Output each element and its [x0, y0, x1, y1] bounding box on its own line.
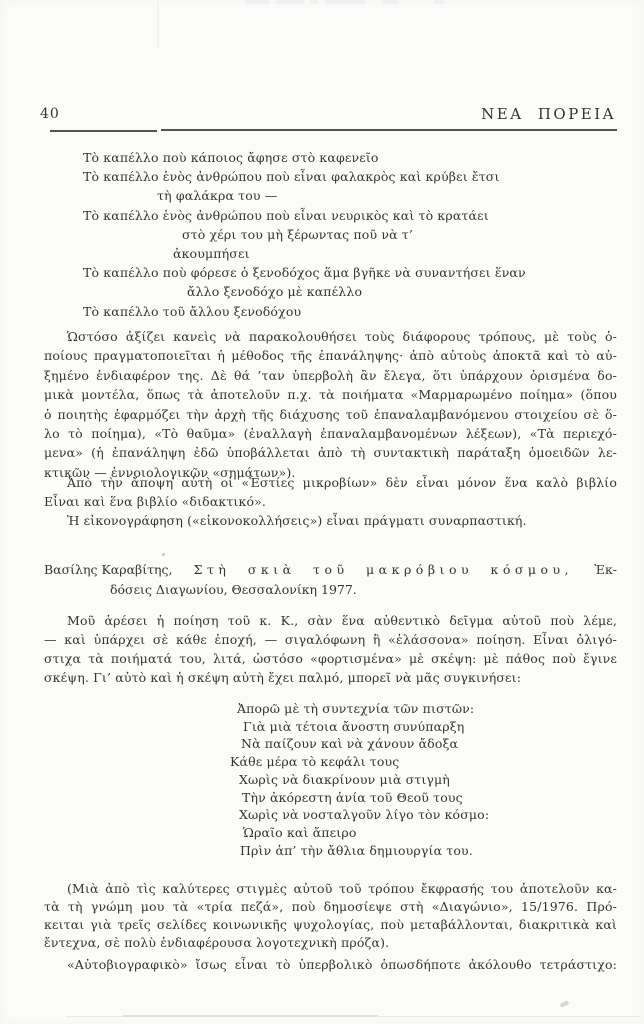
prose-line: μενα» (ἡ ἐπανάληψη ἐδῶ ὑποβάλλεται ἀπὸ τὴ συντακτικὴ παράταξη ὁμοειδῶν λε-	[44, 445, 617, 461]
poem-line: Ὡραῖο καὶ ἄπειρο	[243, 824, 357, 840]
review1-paragraph-1	[44, 327, 617, 482]
prose-line: Μοῦ ἀρέσει ἡ ποίηση τοῦ κ. Κ., σὰν ἕνα αὐθεντικὸ δεῖγμα αὐτοῦ ποὺ λέμε,	[67, 613, 617, 628]
poem-quote-believers	[44, 700, 617, 859]
scan-artifact	[434, 0, 444, 4]
prose-line: κειται γιὰ τρεῖς σελίδες κοινωνικῆς ψυχολογίας, ποὺ μεταβάλλονται, διακριτικὰ καὶ	[44, 917, 617, 932]
prose-line: (Μιὰ ἀπὸ τὶς καλύτερες στιγμὲς αὐτοῦ τοῦ τρόπου ἔκφρασής του ἀποτελοῦν κα-	[67, 881, 617, 896]
journal-title: ΝΕΑ ΠΟΡΕΙΑ	[481, 105, 616, 123]
review2-paragraph-3	[44, 956, 617, 974]
prose-line: ξημένο ἐνδιαφέρον της. Δὲ θά ’ταν ὑπερβολὴ ἂν ἔλεγα, ὅτι ὑπάρχουν ὁρισμένα δο-	[44, 367, 617, 383]
poem-line: Χωρὶς νὰ νοσταλγοῦν λίγο τὸν κόσμο:	[239, 807, 490, 823]
review2-paragraph-2	[44, 880, 617, 952]
prose-line: κτικῶν — ἐννοιολογικῶν «σημάτων»).	[44, 464, 296, 480]
poem-line: Τὸ καπέλλο τοῦ ἄλλου ξενοδόχου	[83, 303, 302, 319]
book-author: Βασίλης Καραβίτης,	[44, 562, 173, 577]
scan-artifact	[276, 0, 304, 4]
review2-paragraph-1	[44, 611, 617, 687]
poem-line: Χωρὶς νὰ διακρίνουν μιὰ στιγμὴ	[239, 771, 450, 787]
poem-line: Γιὰ μιὰ τέτοια ἄνοστη συνύπαρξη	[243, 718, 465, 734]
prose-line: ὁ ποιητὴς ἐφαρμόζει τὴν ἀρχὴ τῆς διάχυσης τοῦ ἐπαναλαμβανόμενου στοιχείου σὲ ὅ-	[44, 406, 617, 422]
poem-line: Ἀπορῶ μὲ τὴ συντεχνία τῶν πιστῶν:	[237, 701, 475, 716]
review1-paragraph-2	[44, 473, 617, 512]
prose-line: «Αὐτοβιογραφικὸ» ἴσως εἶναι τὸ ὑπερβολικὸ ὁπωσδήποτε ἀκόλουθο τετράστιχο:	[67, 957, 617, 972]
poem-line: ἀκουμπήσει	[173, 246, 250, 262]
scan-artifact	[123, 1015, 378, 1017]
prose-line: μικὰ μοντέλα, ὅπως τὰ ἀποτελοῦν π.χ. τὰ ποιήματα «Μαρμαρωμένο ποίημα» (ὅπου	[44, 387, 617, 403]
scan-artifact	[162, 553, 165, 556]
prose-line: τὰ τὴ γνώμη μου τὰ «τρία πεζά», ποὺ δημοσίεψε στὴ «Διαγώνιο», 15/1976. Πρό-	[44, 899, 617, 914]
review2-heading	[44, 560, 617, 599]
scan-artifact	[325, 0, 365, 4]
poem-line: ἄλλο ξενοδόχο μὲ καπέλλο	[187, 284, 363, 300]
prose-line: Εἶναι καὶ ἕνα βιβλίο «διδακτικό».	[44, 494, 267, 510]
poem-line: Νὰ παίζουν καὶ νὰ χάνουν ἄδοξα	[241, 736, 459, 752]
poem-line: Τὸ καπέλλο ἑνὸς ἀνθρώπου ποὺ εἶναι νευρικὸς καὶ τὸ κρατάει	[83, 207, 489, 223]
book-title: Στὴ σκιὰ τοῦ μακρόβιου κόσμου,	[193, 562, 574, 577]
poem-line: Τὸ καπέλλο ἑνὸς ἀνθρώπου ποὺ εἶναι φαλακρὸς καὶ κρύβει ἔτσι	[83, 169, 500, 185]
poem-line: Κάθε μέρα τὸ κεφάλι τους	[230, 754, 400, 770]
prose-line: Ἡ εἰκονογράφηση («εἰκονοκολλήσεις») εἶναι πράγματι συναρπαστική.	[67, 513, 527, 528]
book-publisher-start: Ἐκ-	[594, 562, 617, 577]
prose-line: ποίους πραγματοποιεῖται ἡ μέθοδος τῆς ἐπανάληψης· ἀπὸ αὐτοὺς ἀποκτᾶ καὶ τὸ αὐ-	[44, 348, 617, 364]
poem-line: στὸ χέρι του μὴ ξέρωντας ποῦ νὰ τ’	[182, 226, 413, 242]
poem-line: Πρὶν ἀπ’ τὴν ἄθλια δημιουργία του.	[240, 842, 473, 858]
page-number: 40	[40, 106, 60, 122]
prose-line: — καὶ ὑπάρχει σὲ κάθε ἐποχή, — σιγαλόφωνη ἢ «ἐλάσσονα» ποίηση. Εἶναι ὀλιγό-	[44, 632, 617, 647]
prose-line: ἔντεχνα, σὲ πολὺ ἐνδιαφέρουσα λογοτεχνικὴ πρόζα).	[44, 935, 390, 950]
book-publisher-line: δόσεις Διαγωνίου, Θεσσαλονίκη 1977.	[110, 581, 357, 597]
prose-line: σκέψη. Γι’ αὐτὸ καὶ ἡ σκέψη αὐτὴ ἔχει παλμό, μπορεῖ νὰ μᾶς συγκινήσει:	[44, 670, 522, 685]
prose-line: Ὡστόσο ἀξίζει κανεὶς νὰ παρακολουθήσει τοὺς διάφορους τρόπους, μὲ τοὺς ὁ-	[67, 329, 617, 344]
poem-line: Τὴν ἀκόρεστη ἀνία τοῦ Θεοῦ τους	[242, 789, 463, 805]
prose-line: λο τὸ ποίημα), «Τὸ θαῦμα» (ἐναλλαγὴ ἐπαναλαμβανομένων λέξεων), «Τὰ περιεχό-	[44, 426, 617, 442]
header-rule	[161, 129, 617, 131]
scan-artifact	[245, 0, 269, 4]
review2-heading-line1	[44, 560, 617, 580]
scan-artifact	[560, 1000, 570, 1007]
poem-line: Τὸ καπέλλο ποὺ κάποιος ἄφησε στὸ καφενεῖο	[83, 150, 379, 165]
scan-artifact	[310, 0, 318, 4]
scan-artifact	[157, 0, 159, 48]
prose-line: Ἀπὸ τὴν ἄποψη αὐτὴ οἱ «Ἑστίες μικροβίων» δὲν εἶναι μόνον ἕνα καλὸ βιβλίο	[67, 475, 617, 490]
poem-line: τὴ φαλάκρα του —	[157, 188, 278, 204]
prose-line: στιχα τὰ ποιήματά του, λιτά, ὡστόσο «φορτισμένα» μὲ σκέψη: μὲ πάθος ποὺ ἔγινε	[44, 651, 617, 666]
header-rule	[50, 130, 157, 132]
poem-line: Τὸ καπέλλο ποὺ φόρεσε ὁ ξενοδόχος ἅμα βγῆκε νὰ συναντήσει ἕναν	[83, 265, 526, 281]
scan-artifact	[383, 0, 399, 4]
review1-paragraph-3	[44, 511, 617, 530]
poem-quote-hats	[44, 148, 617, 321]
